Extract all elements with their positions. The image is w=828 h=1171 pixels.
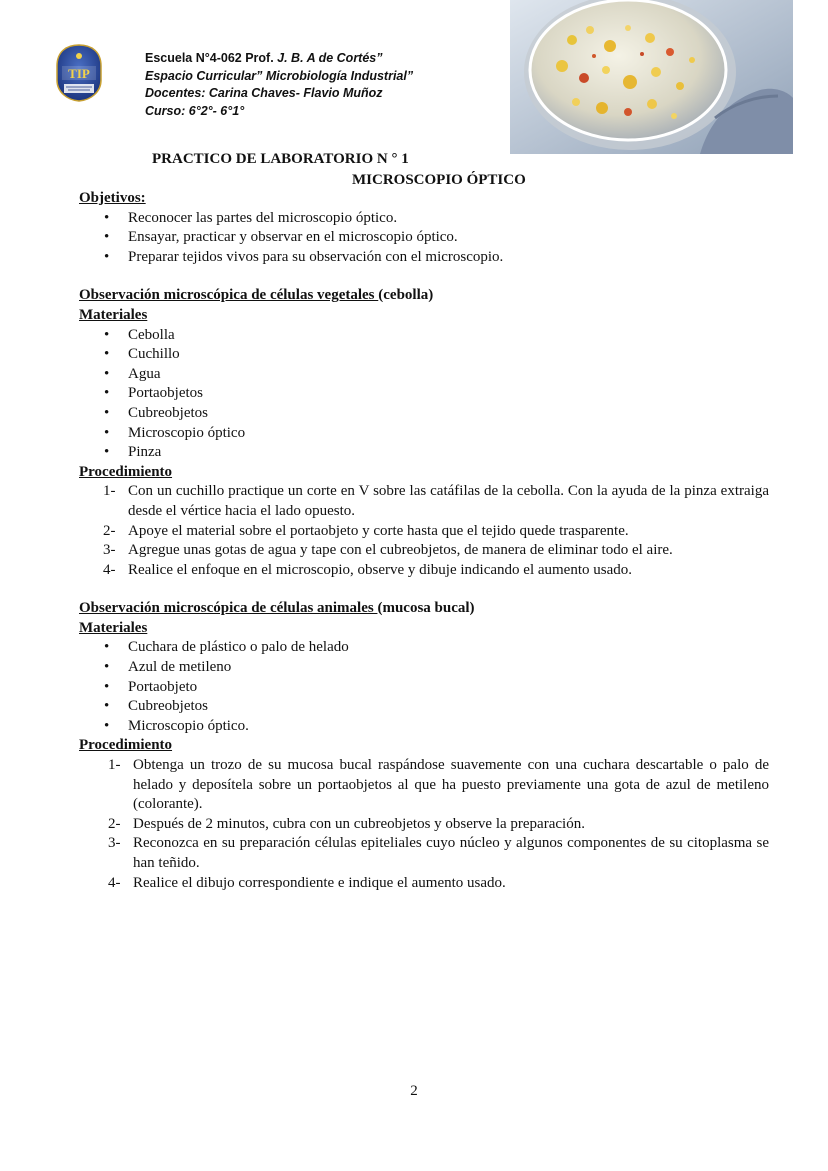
document-body <box>79 189 769 893</box>
curricular-space: Espacio Curricular” Microbiología Industrial” <box>145 68 414 83</box>
page-title: PRACTICO DE LABORATORIO N ° 1 <box>152 151 409 167</box>
list-item: • Microscopio óptico. <box>79 717 769 737</box>
list-item: • Microscopio óptico <box>79 424 769 444</box>
list-item: • Pinza <box>79 443 769 463</box>
list-item: 1- Obtenga un trozo de su mucosa bucal raspándose suavemente con una cuchara descartable o palo de helado y deposítela sobre un portaobjetos al que ha puesto previamente una gota de azul de metileno (colorante). <box>108 757 769 813</box>
animal-procedure-list <box>79 756 769 893</box>
list-item: • Portaobjetos <box>79 384 769 404</box>
list-item: • Ensayar, practicar y observar en el microscopio óptico. <box>79 228 769 248</box>
plant-materials-list <box>79 326 769 463</box>
animal-section-heading: Observación microscópica de células animales (mucosa bucal) <box>79 600 475 617</box>
list-item: • Agua <box>79 365 769 385</box>
list-item: 3- Reconozca en su preparación células epiteliales cuyo núcleo y algunos componentes de su citoplasma se han teñido. <box>108 835 769 871</box>
animal-materials-list <box>79 638 769 736</box>
page-number: 2 <box>410 1083 418 1099</box>
logo-letters: TIP <box>68 66 90 81</box>
list-item: 4- Realice el enfoque en el microscopio, observe y dibuje indicando el aumento usado. <box>103 561 633 578</box>
list-item: 3- Agregue unas gotas de agua y tape con el cubreobjetos, de manera de eliminar todo el aire. <box>103 542 673 559</box>
course: Curso: 6°2°- 6°1° <box>145 103 245 118</box>
list-item: • Cebolla <box>79 326 769 346</box>
list-item: • Cubreobjetos <box>79 404 769 424</box>
teachers: Docentes: Carina Chaves- Flavio Muñoz <box>145 86 383 100</box>
plant-materials-heading: Materiales <box>79 306 148 323</box>
list-item: • Azul de metileno <box>79 658 769 678</box>
petri-dish-photo <box>510 0 793 154</box>
objectives-heading: Objetivos: <box>79 190 146 206</box>
list-item: • Cuchillo <box>79 345 769 365</box>
list-item: • Cubreobjetos <box>79 697 769 717</box>
header-block <box>145 50 413 120</box>
list-item: 2- Después de 2 minutos, cubra con un cubreobjetos y observe la preparación. <box>108 815 585 832</box>
list-item: • Portaobjeto <box>79 678 769 698</box>
animal-procedure-heading: Procedimiento <box>79 737 173 754</box>
list-item: • Reconocer las partes del microscopio óptico. <box>79 209 769 229</box>
page-subtitle: MICROSCOPIO ÓPTICO <box>352 172 526 188</box>
plant-section-heading: Observación microscópica de células vegetales (cebolla) <box>79 287 434 304</box>
list-item: 2- Apoye el material sobre el portaobjeto y corte hasta que el tejido quede trasparente. <box>103 522 629 539</box>
school-name: Escuela N°4-062 Prof. J. B. A de Cortés” <box>145 51 383 65</box>
school-crest-icon <box>56 44 102 102</box>
list-item: • Preparar tejidos vivos para su observación con el microscopio. <box>79 248 769 268</box>
objectives-list <box>79 209 769 268</box>
list-item: • Cuchara de plástico o palo de helado <box>79 638 769 658</box>
animal-materials-heading: Materiales <box>79 619 148 636</box>
plant-procedure-heading: Procedimiento <box>79 463 173 480</box>
list-item: 4- Realice el dibujo correspondiente e indique el aumento usado. <box>108 874 506 891</box>
list-item: 1- Con un cuchillo practique un corte en V sobre las catáfilas de la cebolla. Con la ayuda de la pinza extraiga desde el vértice hacia el lado opuesto. <box>103 483 769 519</box>
plant-procedure-list <box>79 482 769 580</box>
